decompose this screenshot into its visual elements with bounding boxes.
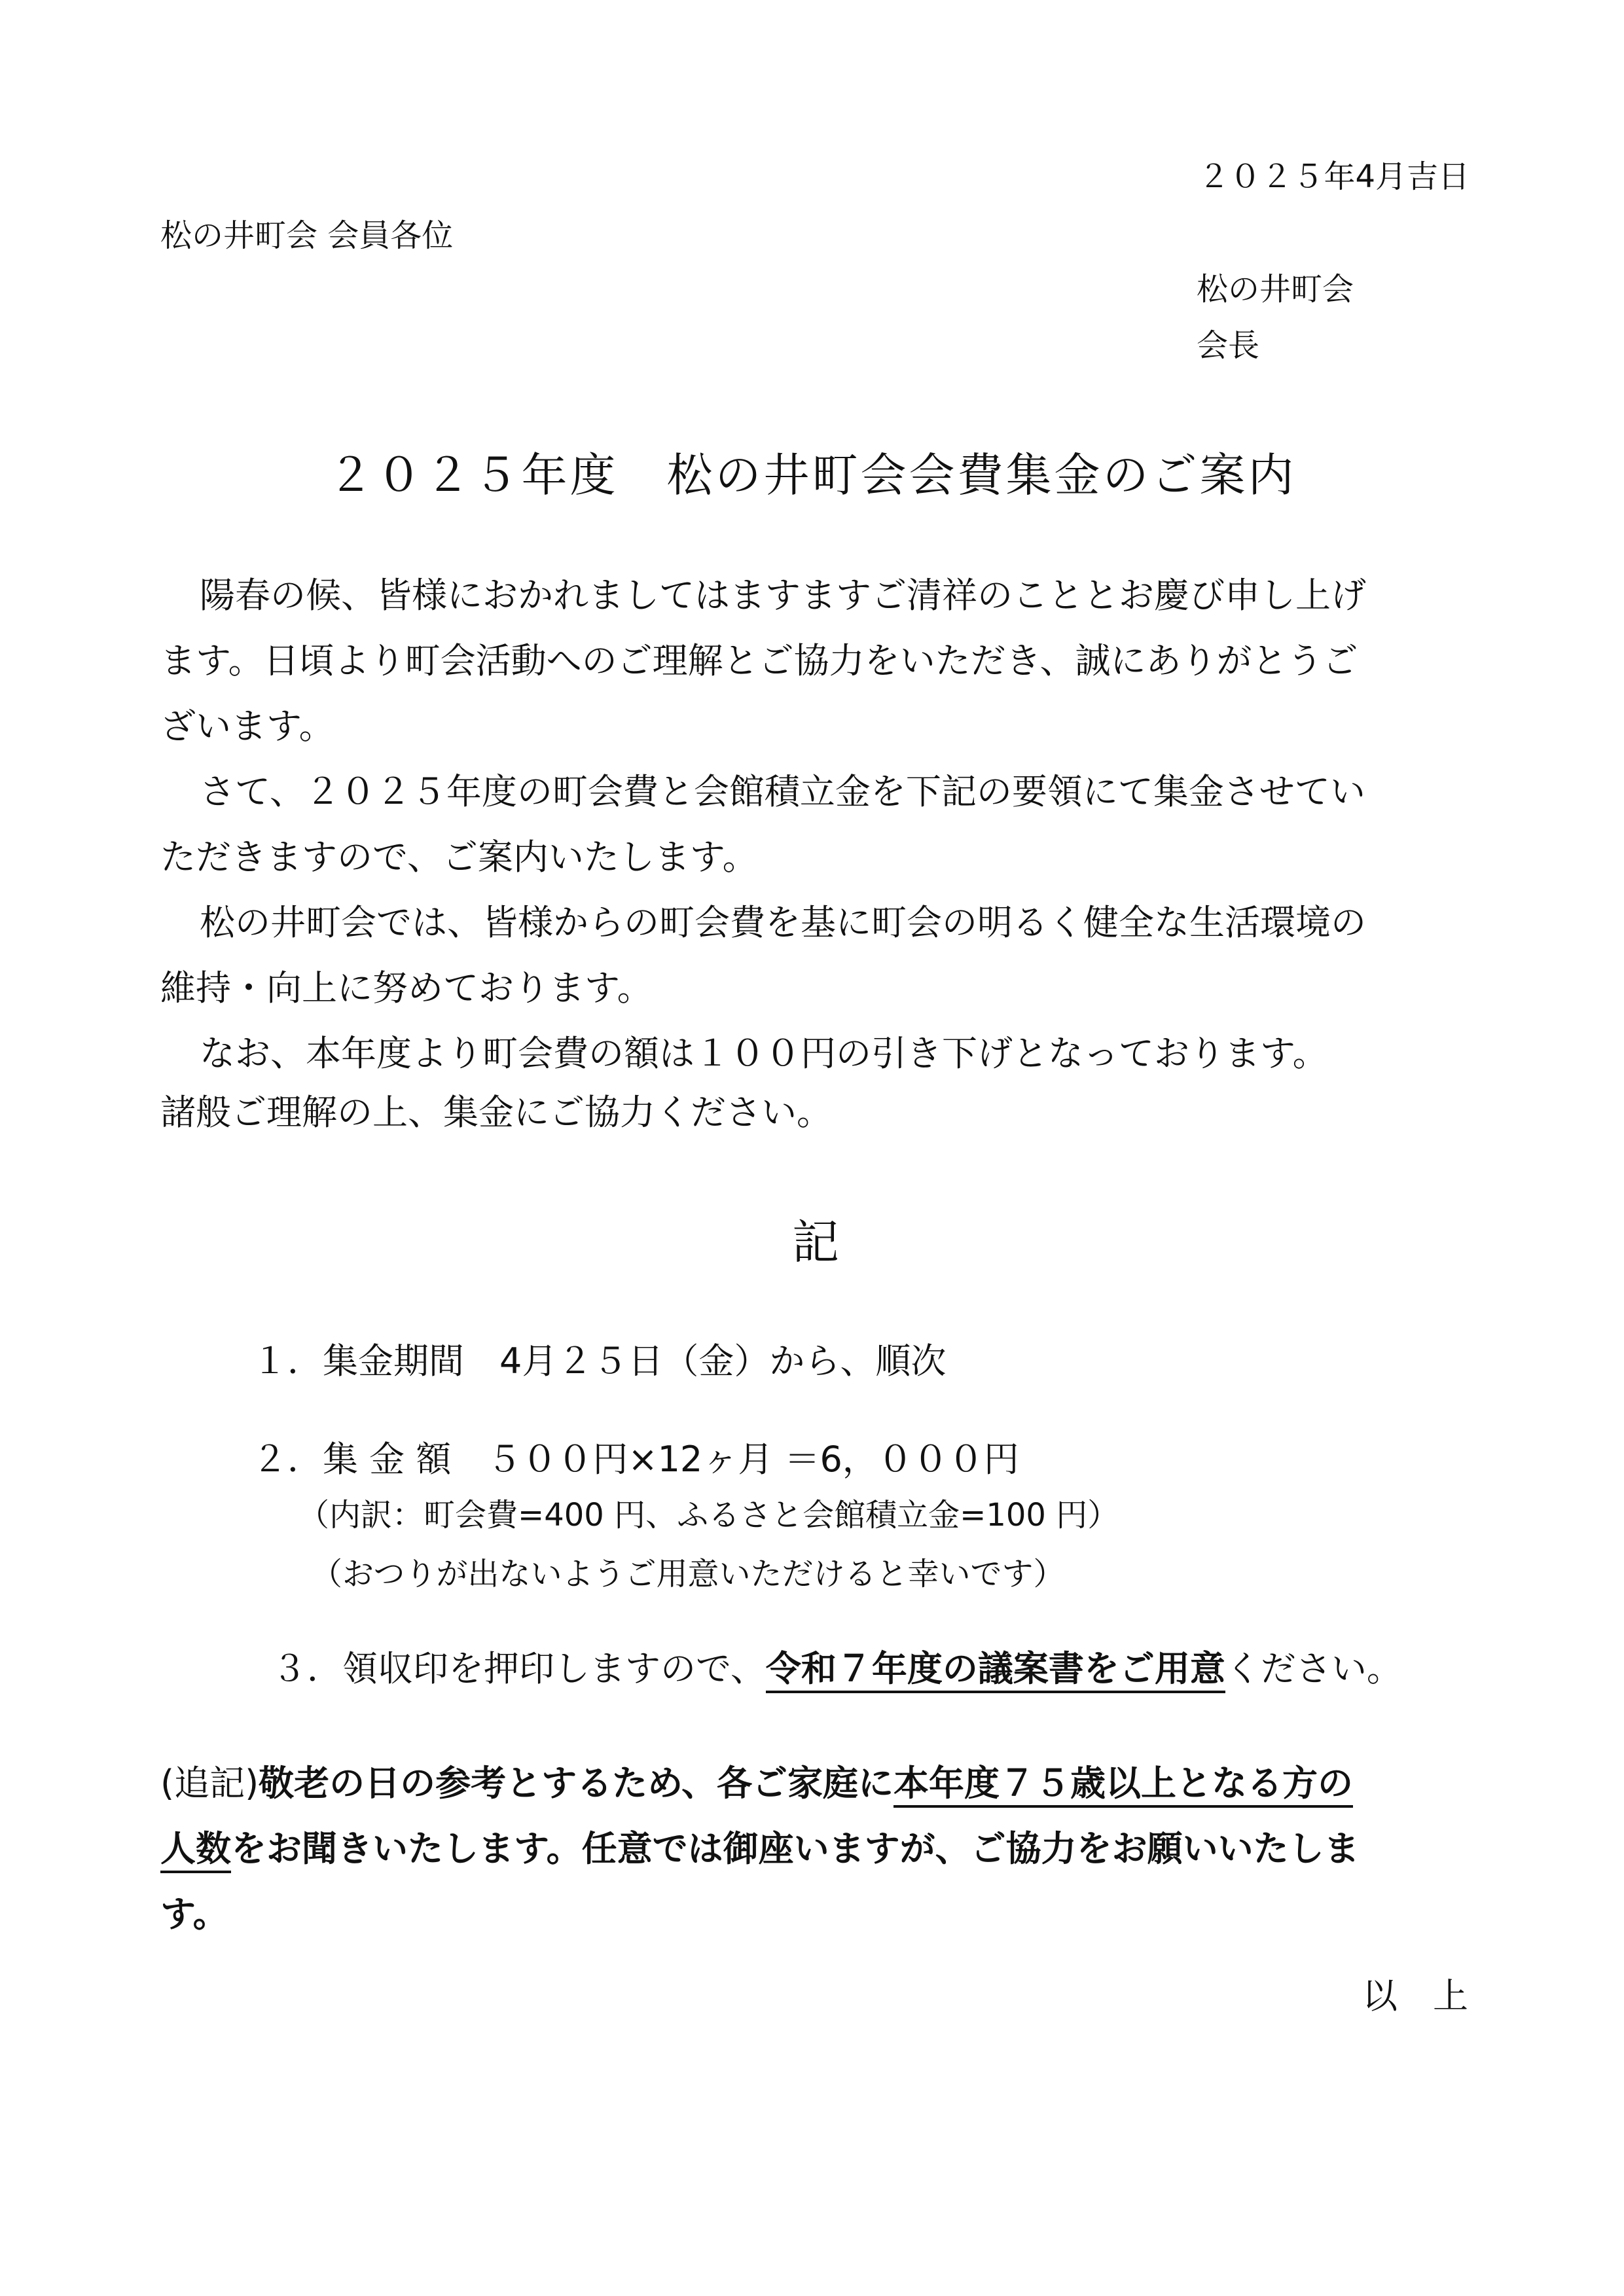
item3-emphasis: 令和７年度の議案書をご用意 (766, 1648, 1225, 1693)
paragraph-4-line-2: 諸般ご理解の上、集金にご協力ください。 (160, 1092, 832, 1133)
postscript-label: (追記) (160, 1763, 259, 1804)
item-amount-note: （おつりが出ないようご用意いただけると幸いです） (311, 1556, 1065, 1592)
postscript-line-1 (160, 1751, 1353, 1816)
paragraph-1-line-2: ます。日頃より町会活動へのご理解とご協力をいただき、誠にありがとうご (160, 640, 1358, 681)
item-collection-period: １．集金期間 4月２５日（金）から、順次 (252, 1340, 947, 1382)
postscript-emphasis-1: 本年度７５歳以上となる方の (893, 1763, 1353, 1808)
paragraph-3-line-1: 松の井町会では、皆様からの町会費を基に町会の明るく健全な生活環境の (200, 902, 1366, 943)
document-title: ２０２５年度 松の井町会会費集金のご案内 (327, 448, 1297, 502)
ki-heading: 記 (792, 1215, 840, 1270)
item-amount-breakdown: （内訳：町会費=400 円、ふるさと会館積立金=100 円） (298, 1497, 1119, 1534)
addressee: 松の井町会 会員各位 (160, 217, 454, 254)
postscript-text-1: 敬老の日の参考とするため、各ご家庭に (259, 1763, 893, 1804)
item3-text-pre: ３．領収印を押印しますので、 (272, 1648, 766, 1689)
postscript-emphasis-2: 人数 (160, 1828, 231, 1873)
item-collection-amount: ２．集 金 額 ５００円×12ヶ月 ＝6，０００円 (252, 1439, 1019, 1480)
paragraph-4-line-1: なお、本年度より町会費の額は１００円の引き下げとなっております。 (200, 1033, 1328, 1074)
document-date: ２０２５年4月吉日 (1198, 158, 1470, 195)
postscript-line-3: す。 (160, 1893, 228, 1935)
paragraph-1-line-3: ざいます。 (160, 706, 334, 747)
sender-title: 会長 (1197, 327, 1260, 364)
postscript-text-2: をお聞きいたします。任意では御座いますが、ご協力をお願いいたしま (231, 1828, 1360, 1869)
paragraph-2-line-2: ただきますので、ご案内いたします。 (160, 836, 758, 878)
item3-text-post: ください。 (1225, 1648, 1402, 1689)
paragraph-2-line-1: さて、２０２５年度の町会費と会館積立金を下記の要領にて集金させてい (200, 771, 1365, 812)
postscript-line-2 (160, 1816, 1360, 1882)
paragraph-3-line-2: 維持・向上に努めております。 (160, 967, 653, 1009)
paragraph-1-line-1: 陽春の候、皆様におかれましてはますますご清祥のこととお慶び申し上げ (200, 575, 1366, 616)
closing-ijo: 以 上 (1362, 1975, 1468, 2017)
item-receipt-stamp (272, 1636, 1402, 1702)
sender-organization: 松の井町会 (1197, 271, 1354, 308)
